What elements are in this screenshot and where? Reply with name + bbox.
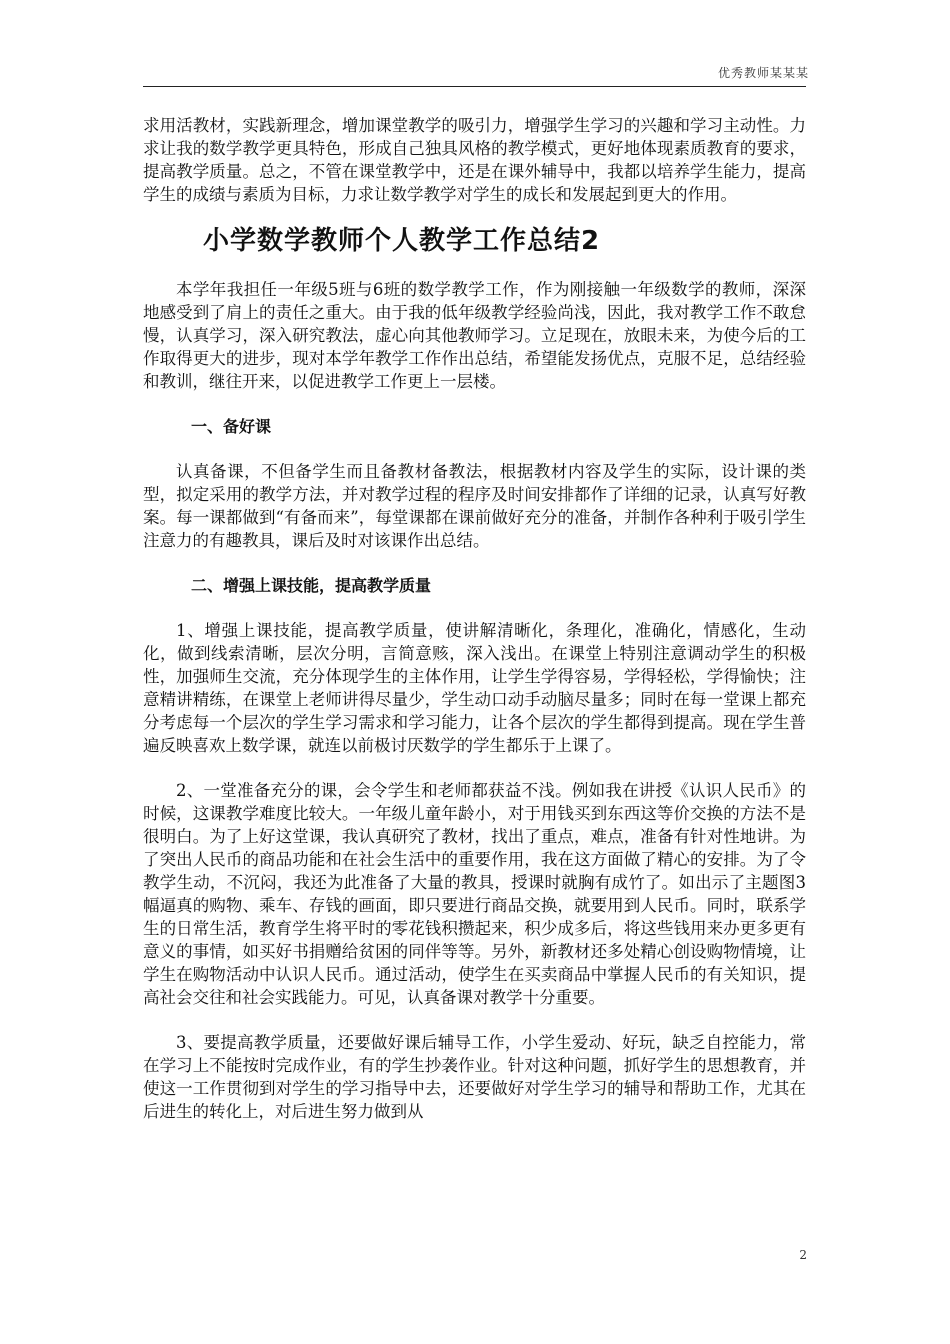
opening-paragraph: 本学年我担任一年级5班与6班的数学教学工作，作为刚接触一年级数学的教师，深深地感受到了肩上的责任之重大。由于我的低年级教学经验尚浅，因此，我对教学工作不敢怠慢，认真学习，深入研究教法，虚心向其他教师学习。立足现在，放眼未来，为使今后的工作取得更大的进步，现对本学年教学工作作出总结，希望能发扬优点，克服不足，总结经验和教训，继往开来，以促进教学工作更上一层楼。 — [143, 280, 806, 391]
document-body — [143, 114, 806, 1123]
page-header-author: 优秀教师某某某 — [717, 66, 809, 80]
intro-paragraph: 求用活教材，实践新理念，增加课堂教学的吸引力，增强学生学习的兴趣和学习主动性。力求让我的数学教学更具特色，形成自己独具风格的教学模式，更好地体现素质教育的要求，提高教学质量。总之，不管在课堂教学中，还是在课外辅导中，我都以培养学生能力，提高学生的成绩与素质为目标，力求让数学教学对学生的成长和发展起到更大的作用。 — [143, 116, 806, 204]
section1-paragraph: 认真备课，不但备学生而且备教材备教法，根据教材内容及学生的实际，设计课的类型，拟定采用的教学方法，并对教学过程的程序及时间安排都作了详细的记录，认真写好教案。每一课都做到“有备而来”，每堂课都在课前做好充分的准备，并制作各种利于吸引学生注意力的有趣教具，课后及时对该课作出总结。 — [143, 462, 806, 550]
document-title: 小学数学教师个人教学工作总结2 — [203, 226, 601, 256]
section-heading-prepare-lessons: 一、备好课 — [191, 417, 272, 436]
section-heading-teaching-skills: 二、增强上课技能，提高教学质量 — [191, 576, 432, 595]
section2-paragraph-2: 2、一堂准备充分的课，会令学生和老师都获益不浅。例如我在讲授《认识人民币》的时候，这课教学难度比较大。一年级儿童年龄小，对于用钱买到东西这等价交换的方法不是很明白。为了上好这堂课，我认真研究了教材，找出了重点，难点，准备有针对性地讲。为了突出人民币的商品功能和在社会生活中的重要作用，我在这方面做了精心的安排。为了令教学生动，不沉闷，我还为此准备了大量的教具，授课时就胸有成竹了。如出示了主题图3幅逼真的购物、乘车、存钱的画面，即只要进行商品交换，就要用到人民币。同时，联系学生的日常生活，教育学生将平时的零花钱积攒起来，积少成多后，将这些钱用来办更多更有意义的事情，如买好书捐赠给贫困的同伴等等。另外，新教材还多处精心创设购物情境，让学生在购物活动中认识人民币。通过活动，使学生在买卖商品中掌握人民币的有关知识，提高社会交往和社会实践能力。可见，认真备课对教学十分重要。 — [143, 781, 806, 1007]
page-number: 2 — [799, 1248, 807, 1262]
header-divider — [143, 86, 806, 87]
section2-paragraph-3: 3、要提高教学质量，还要做好课后辅导工作，小学生爱动、好玩，缺乏自控能力，常在学习上不能按时完成作业，有的学生抄袭作业。针对这种问题，抓好学生的思想教育，并使这一工作贯彻到对学生的学习指导中去，还要做好对学生学习的辅导和帮助工作，尤其在后进生的转化上，对后进生努力做到从 — [143, 1033, 806, 1121]
section2-paragraph-1: 1、增强上课技能，提高教学质量，使讲解清晰化，条理化，准确化，情感化，生动化，做到线索清晰，层次分明，言简意赅，深入浅出。在课堂上特别注意调动学生的积极性，加强师生交流，充分体现学生的主体作用，让学生学得容易，学得轻松，学得愉快；注意精讲精练，在课堂上老师讲得尽量少，学生动口动手动脑尽量多；同时在每一堂课上都充分考虑每一个层次的学生学习需求和学习能力，让各个层次的学生都得到提高。现在学生普遍反映喜欢上数学课，就连以前极讨厌数学的学生都乐于上课了。 — [143, 621, 806, 755]
